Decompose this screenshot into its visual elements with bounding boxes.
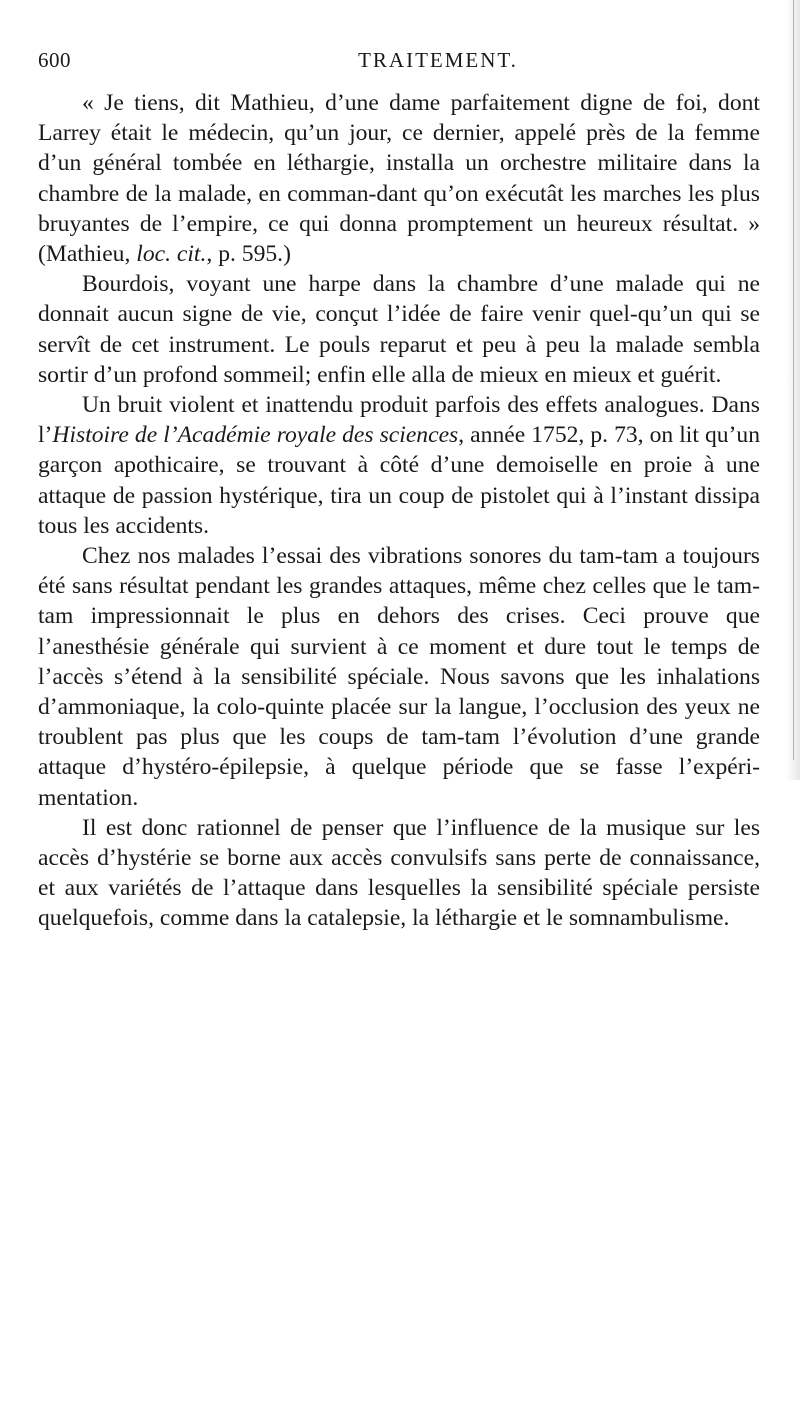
paragraph-conclusion: Il est donc rationnel de penser que l’influence de la musique sur les accès d’hystérie se borne aux accès convulsifs sans perte de connaissance, et aux variétés de l’attaque dans lesquelles la sensibilité spéciale persiste quelquefois, comme dans la catalepsie, la léthargie et le somnambulisme. [38,814,760,932]
paragraph-bourdois: Bourdois, voyant une harpe dans la chambre d’une malade qui ne donnait aucun signe de vie, conçut l’idée de faire venir quel-qu’un qui se servît de cet instrument. Le pouls reparut et peu à peu la malade sembla sortir d’un profond sommeil; enfin elle alla de mieux en mieux et guérit. [38,271,760,388]
paragraph-larrey-quote [38,88,760,269]
book-title-italic: Histoire de l’Académie royale des sciences [52,422,459,449]
paragraph-text: Un bruit violent et inattendu produit parfois des effets analogues. Dans l’ [38,392,760,449]
running-title: TRAITEMENT. [358,48,518,72]
page-number: 600 [38,48,71,72]
paragraph-tam-tam: Chez nos malades l’essai des vibrations sonores du tam-tam a toujours été sans résultat pendant les grandes attaques, même chez celles que le tam-tam impressionnait le plus en dehors des crises. Ceci prouve que l’anesthésie générale qui survient à ce moment et dure tout le temps de l’accès s’étend à la sensibilité spéciale. Nous savons que les inhalations d’ammoniaque, la colo-quinte placée sur la langue, l’occlusion des yeux ne troublent pas plus que les coups de tam-tam l’évolution d’une grande attaque d’hystéro-épilepsie, à quelque période que se fasse l’expéri-mentation. [38,543,760,811]
paragraph-bruit-violent [38,390,760,541]
citation-italic: loc. cit. [136,241,207,268]
paragraph-text: « Je tiens, dit Mathieu, d’une dame parfaitement digne de foi, dont Larrey était le médecin, qu’un jour, ce dernier, appelé près de la femme d’un général tombée en léthargie, installa un orchestre militaire dans la chambre de la malade, en comman-dant qu’on exécutât les marches les plus bruyantes de l’empire, ce qui donna promptement un heureux résultat. » (Mathieu, [38,90,760,268]
page-edge-line [793,0,794,760]
body-text [38,88,760,934]
paragraph-text: , année 1752, p. 73, on lit qu’un garçon apothicaire, se trouvant à côté d’une demoiselle en proie à une attaque de passion hystérique, tira un coup de pistolet qui à l’instant dissipa tous les accidents. [38,422,760,539]
paragraph-text: , p. 595.) [206,241,291,268]
running-header [38,48,760,82]
